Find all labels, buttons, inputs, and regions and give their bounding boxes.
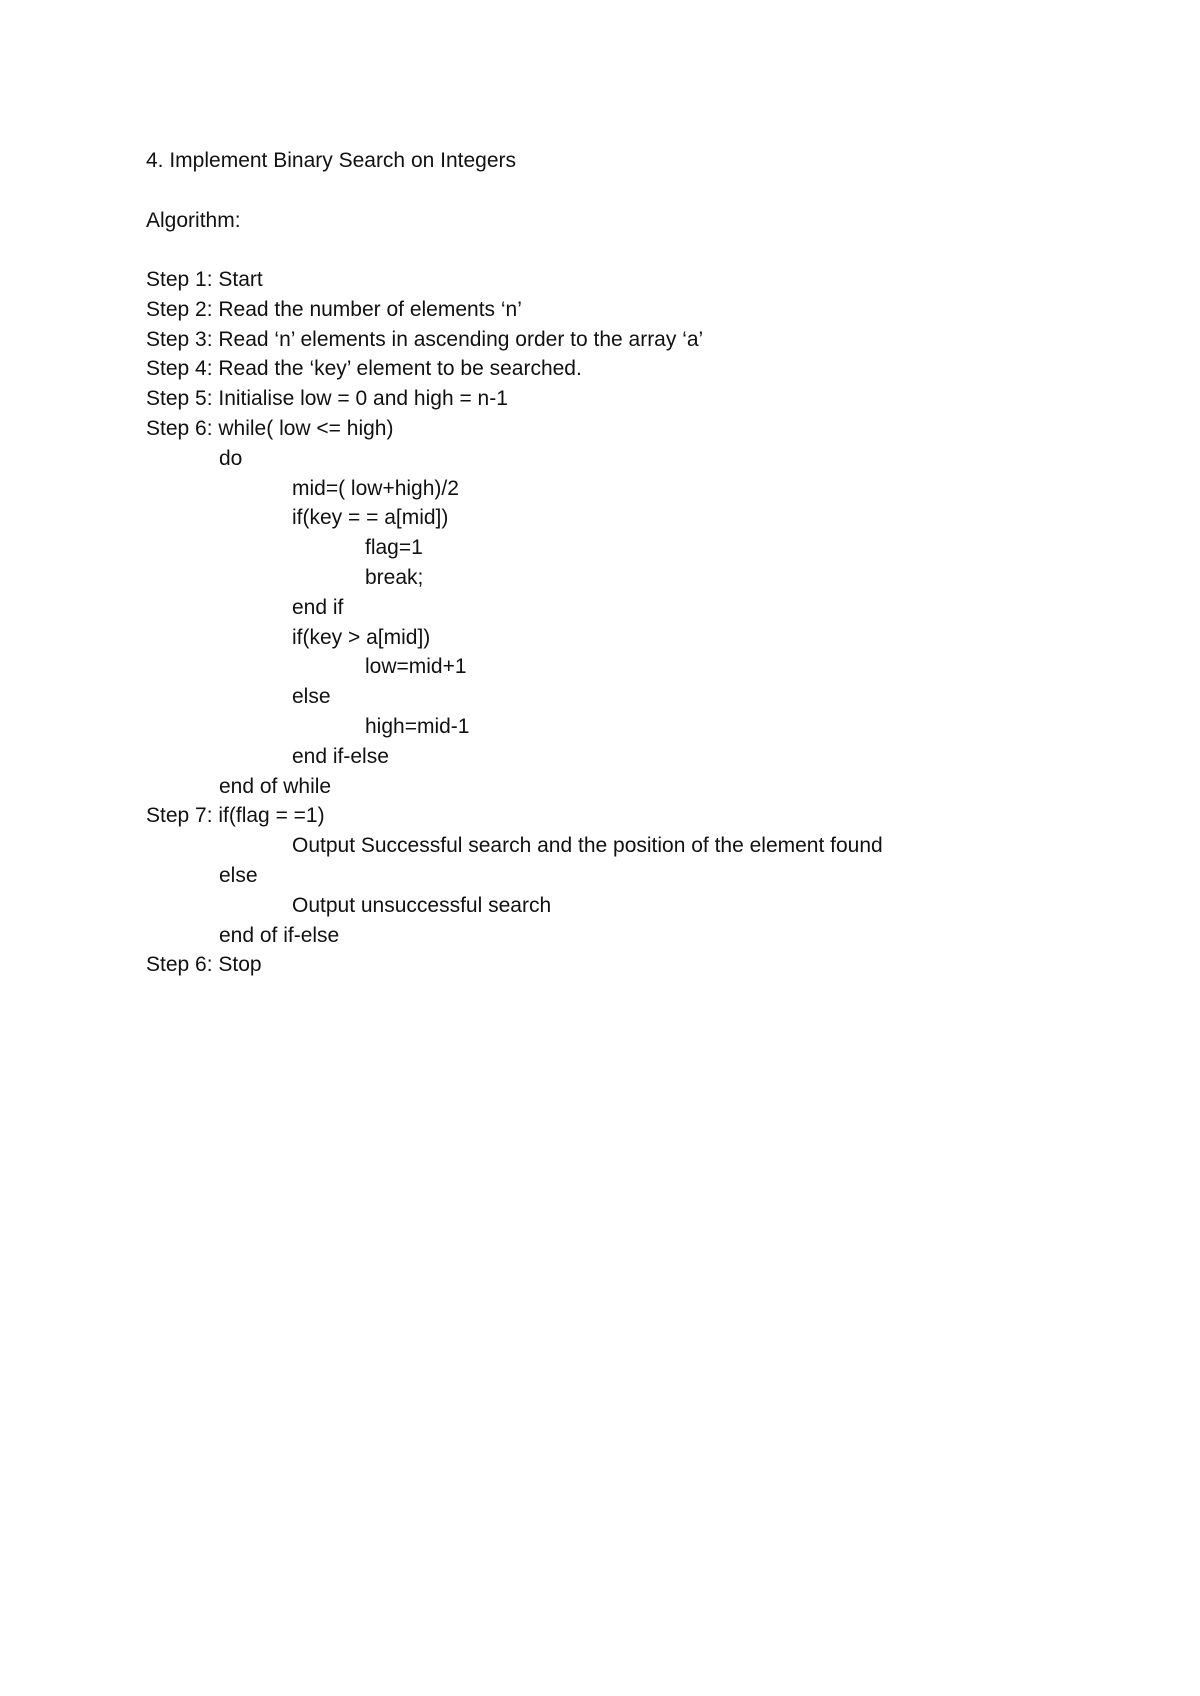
algorithm-line: Step 3: Read ‘n’ elements in ascending order to the array ‘a’ <box>146 327 704 351</box>
algorithm-line: else <box>292 685 331 709</box>
algorithm-line: flag=1 <box>365 536 423 560</box>
algorithm-line: Step 4: Read the ‘key’ element to be searched. <box>146 357 582 381</box>
algorithm-line: Step 2: Read the number of elements ‘n’ <box>146 297 522 321</box>
algorithm-heading: Algorithm: <box>146 209 241 232</box>
algorithm-line: end of if-else <box>219 923 340 947</box>
algorithm-line: Step 7: if(flag = =1) <box>146 804 325 828</box>
algorithm-line: if(key = = a[mid]) <box>292 506 449 530</box>
algorithm-line: else <box>219 863 258 887</box>
algorithm-line: end if-else <box>292 744 389 768</box>
algorithm-line: Step 5: Initialise low = 0 and high = n-1 <box>146 387 508 411</box>
algorithm-line: Step 6: while( low <= high) <box>146 416 394 440</box>
document-content <box>146 146 1146 980</box>
algorithm-line: Step 6: Stop <box>146 953 262 977</box>
algorithm-line: break; <box>365 565 424 589</box>
algorithm-line: Output Successful search and the position of the element found <box>292 834 883 858</box>
algorithm-line: Output unsuccessful search <box>292 893 552 917</box>
algorithm-line: high=mid-1 <box>365 714 470 738</box>
algorithm-line: end of while <box>219 774 332 798</box>
algorithm-line: do <box>219 446 243 470</box>
algorithm-line: mid=( low+high)/2 <box>292 476 459 500</box>
algorithm-line: if(key > a[mid]) <box>292 625 431 649</box>
algorithm-line: low=mid+1 <box>365 655 467 679</box>
document-title: 4. Implement Binary Search on Integers <box>146 149 517 172</box>
algorithm-line: end if <box>292 595 344 619</box>
algorithm-steps <box>146 265 1146 980</box>
algorithm-line: Step 1: Start <box>146 268 263 291</box>
